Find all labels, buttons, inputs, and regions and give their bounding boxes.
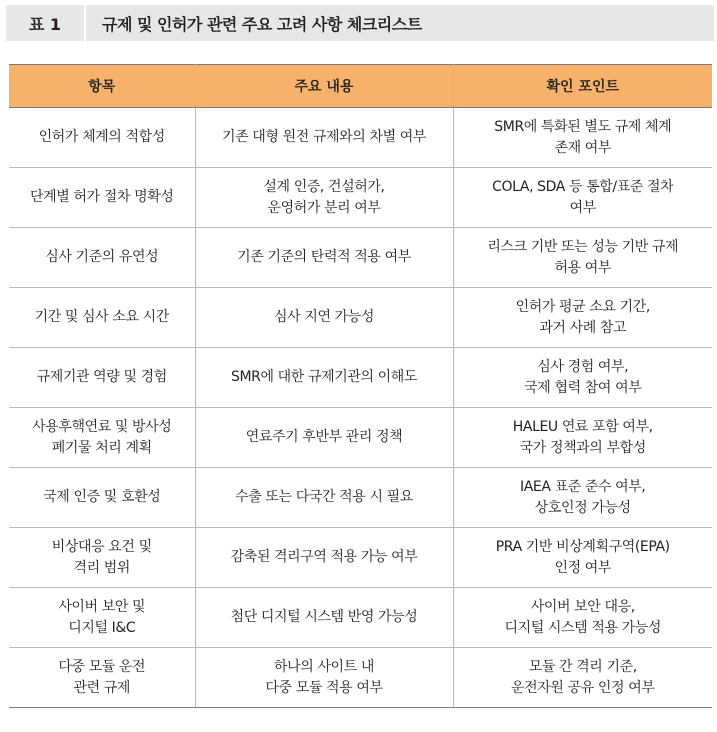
cell-item: 비상대응 요건 및 격리 범위 xyxy=(9,528,195,588)
table-row xyxy=(9,348,712,408)
cell-main-content: 첨단 디지털 시스템 반영 가능성 xyxy=(195,588,453,648)
header-item: 항목 xyxy=(9,65,195,108)
cell-check-point: IAEA 표준 준수 여부, 상호인정 가능성 xyxy=(453,468,712,528)
table-row xyxy=(9,528,712,588)
cell-item: 국제 인증 및 호환성 xyxy=(9,468,195,528)
table-row xyxy=(9,168,712,228)
cell-item: 인허가 체계의 적합성 xyxy=(9,108,195,168)
cell-main-content: 심사 지연 가능성 xyxy=(195,288,453,348)
table-title: 규제 및 인허가 관련 주요 고려 사항 체크리스트 xyxy=(102,14,422,34)
cell-main-content: 하나의 사이트 내 다중 모듈 적용 여부 xyxy=(195,648,453,708)
cell-check-point: COLA, SDA 등 통합/표준 절차 여부 xyxy=(453,168,712,228)
cell-item: 사용후핵연료 및 방사성 폐기물 처리 계획 xyxy=(9,408,195,468)
cell-item: 심사 기준의 유연성 xyxy=(9,228,195,288)
cell-item: 사이버 보안 및 디지털 I&C xyxy=(9,588,195,648)
cell-item: 기간 및 심사 소요 시간 xyxy=(9,288,195,348)
checklist-table xyxy=(9,64,712,708)
cell-main-content: SMR에 대한 규제기관의 이해도 xyxy=(195,348,453,408)
cell-main-content: 수출 또는 다국간 적용 시 필요 xyxy=(195,468,453,528)
cell-item: 다중 모듈 운전 관련 규제 xyxy=(9,648,195,708)
header-check-point: 확인 포인트 xyxy=(453,65,712,108)
cell-check-point: 인허가 평균 소요 기간, 과거 사례 참고 xyxy=(453,288,712,348)
cell-main-content: 감축된 격리구역 적용 가능 여부 xyxy=(195,528,453,588)
cell-main-content: 기존 기준의 탄력적 적용 여부 xyxy=(195,228,453,288)
cell-check-point: 모듈 간 격리 기준, 운전자원 공유 인정 여부 xyxy=(453,648,712,708)
cell-main-content: 설계 인증, 건설허가, 운영허가 분리 여부 xyxy=(195,168,453,228)
header-row xyxy=(9,65,712,108)
table-row xyxy=(9,288,712,348)
cell-main-content: 기존 대형 원전 규제와의 차별 여부 xyxy=(195,108,453,168)
table-caption xyxy=(6,5,714,41)
cell-check-point: HALEU 연료 포함 여부, 국가 정책과의 부합성 xyxy=(453,408,712,468)
table-row xyxy=(9,108,712,168)
cell-item: 규제기관 역량 및 경험 xyxy=(9,348,195,408)
table-number: 표 1 xyxy=(28,14,62,34)
cell-main-content: 연료주기 후반부 관리 정책 xyxy=(195,408,453,468)
table-row xyxy=(9,408,712,468)
table-row xyxy=(9,648,712,708)
cell-check-point: 사이버 보안 대응, 디지털 시스템 적용 가능성 xyxy=(453,588,712,648)
cell-check-point: PRA 기반 비상계획구역(EPA) 인정 여부 xyxy=(453,528,712,588)
table-row xyxy=(9,468,712,528)
cell-check-point: 심사 경험 여부, 국제 협력 참여 여부 xyxy=(453,348,712,408)
cell-check-point: 리스크 기반 또는 성능 기반 규제 허용 여부 xyxy=(453,228,712,288)
cell-item: 단계별 허가 절차 명확성 xyxy=(9,168,195,228)
table-row xyxy=(9,588,712,648)
table-row xyxy=(9,228,712,288)
header-main-content: 주요 내용 xyxy=(195,65,453,108)
cell-check-point: SMR에 특화된 별도 규제 체계 존재 여부 xyxy=(453,108,712,168)
